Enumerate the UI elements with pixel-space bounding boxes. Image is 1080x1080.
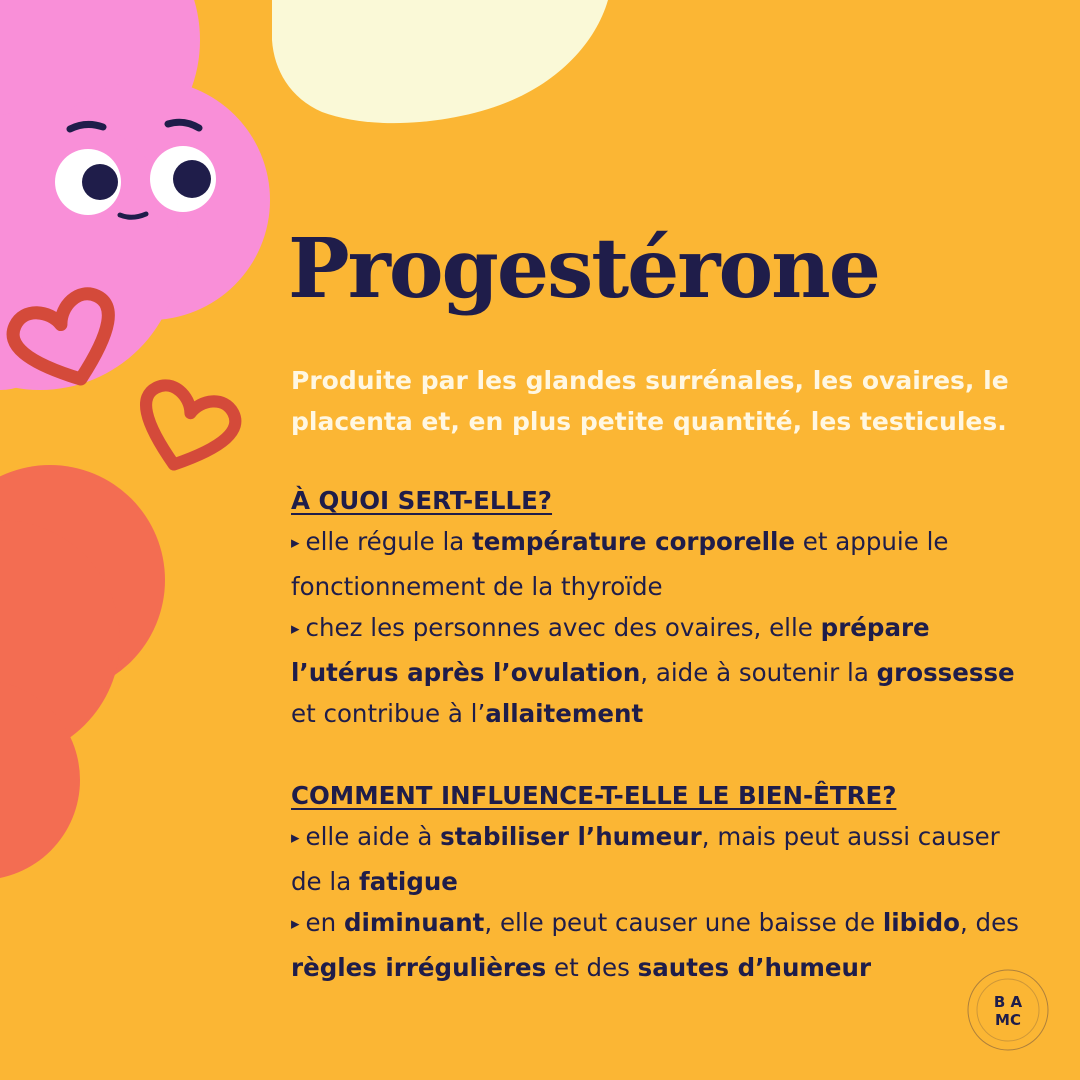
bullet-arrow-icon: ▸ [291, 619, 300, 639]
pink-blob [0, 0, 270, 390]
logo-text-bottom: MC [995, 1011, 1021, 1029]
page-title: Progestérone [288, 221, 879, 317]
eye-left-icon [55, 149, 121, 215]
cream-blob [272, 0, 608, 123]
section [291, 480, 1031, 734]
brand-logo [966, 968, 1050, 1052]
intro-text: Produite par les glandes surrénales, les ovaires, le placenta et, en plus petite quantité, les testicules. [291, 366, 1009, 436]
section-heading: À QUOI SERT-ELLE? [291, 486, 553, 515]
bullet-item: ▸ elle régule la température corporelle et appuie le fonctionnement de la thyroïde [291, 527, 949, 601]
section [291, 775, 1031, 988]
bullet-item: ▸ elle aide à stabiliser l’humeur, mais peut aussi causer de la fatigue [291, 822, 1000, 896]
bullet-item: ▸ en diminuant, elle peut causer une baisse de libido, des règles irrégulières et des sautes d’humeur [291, 908, 1019, 982]
heart-outline-icon [130, 380, 240, 478]
bullet-arrow-icon: ▸ [291, 828, 300, 848]
section-heading: COMMENT INFLUENCE-T-ELLE LE BIEN-ÊTRE? [291, 781, 897, 810]
bullet-item: ▸ chez les personnes avec des ovaires, elle prépare l’utérus après l’ovulation, aide à soutenir la grossesse et contribue à l’allaitement [291, 613, 1015, 728]
logo-text-top: B A [993, 993, 1023, 1011]
coral-blob [0, 465, 165, 880]
content-sections [291, 480, 1031, 988]
eye-right-icon [150, 146, 216, 212]
bullet-arrow-icon: ▸ [291, 914, 300, 934]
bullet-arrow-icon: ▸ [291, 533, 300, 553]
